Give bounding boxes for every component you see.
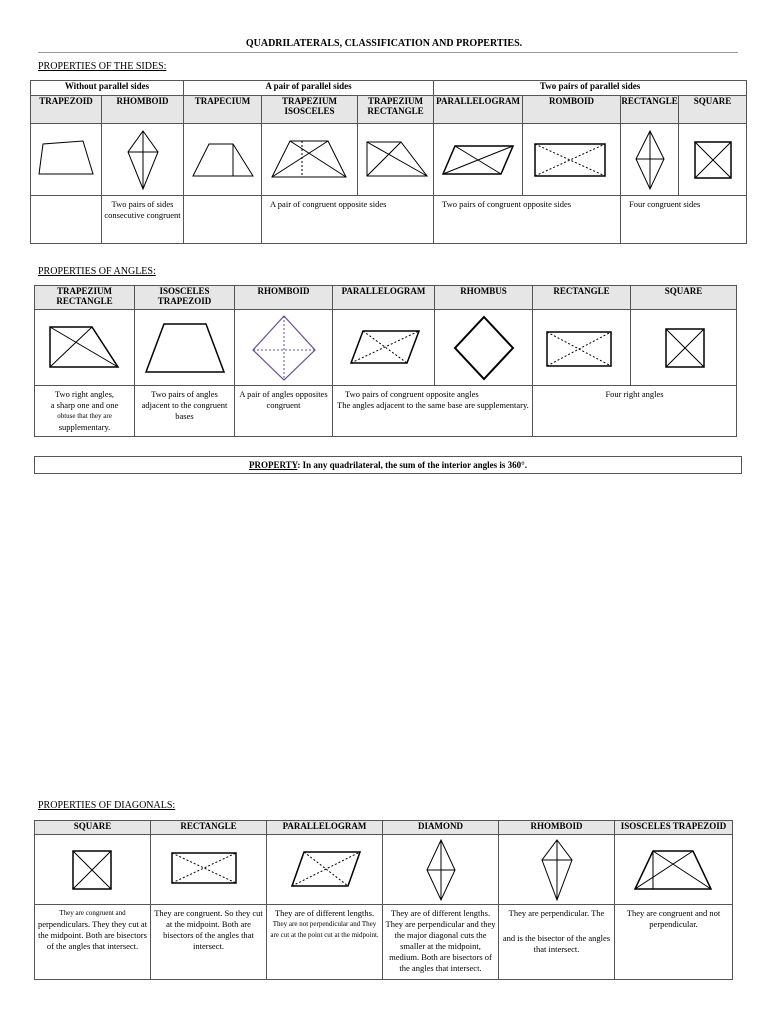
diag-isosceles-trapezoid-figure	[615, 835, 733, 905]
diag-col-diamond: DIAMOND	[383, 821, 499, 835]
angles-table	[34, 285, 737, 437]
diag-desc-1b: perpendiculars. They they cut at the midpoint. Both are bisectors of the angles that intersect.	[37, 919, 148, 951]
diag-desc-rectangle: They are congruent. So they cut at the midpoint. Both are bisectors of the angles that intersect.	[151, 905, 267, 980]
rhombus-square-desc: Four congruent sides	[621, 196, 747, 244]
title-rule	[38, 52, 738, 53]
ang-desc-trapezium-rectangle	[35, 386, 135, 437]
trapecium-desc	[184, 196, 262, 244]
romboid-rectangle-figure	[523, 124, 621, 196]
square-figure	[679, 124, 747, 196]
col-rectangle: RECTANGLE	[621, 96, 679, 124]
ang-rhombus-figure	[435, 310, 533, 386]
trapecium-figure	[184, 124, 262, 196]
ang-col-rectangle: RECTANGLE	[533, 286, 631, 310]
diag-col-square: SQUARE	[35, 821, 151, 835]
ang-col-parallelogram: PARALLELOGRAM	[333, 286, 435, 310]
diag-desc-4a: They are of different lengths.	[390, 908, 491, 918]
ang-isosceles-trapezoid-figure	[135, 310, 235, 386]
ang-col-isosceles-trapezoid: ISOSCELES TRAPEZOID	[135, 286, 235, 310]
group-two-parallel: Two pairs of parallel sides	[434, 81, 747, 96]
diag-col-isosceles-trapezoid: ISOSCELES TRAPEZOID	[615, 821, 733, 835]
diag-desc-5a: They are perpendicular. The	[508, 908, 605, 918]
parallelogram-figure	[434, 124, 523, 196]
ang-col-rhombus: RHOMBUS	[435, 286, 533, 310]
diag-desc-parallelogram	[267, 905, 383, 980]
diag-rhomboid-figure	[499, 835, 615, 905]
ang-desc-4a: Two pairs of congruent opposite angles	[345, 389, 479, 399]
diag-desc-square	[35, 905, 151, 980]
ang-trapezium-rectangle-figure	[35, 310, 135, 386]
ang-desc-4b: The angles adjacent to the same base are supplementary.	[337, 400, 529, 410]
ang-desc-rhomboid: A pair of angles opposites congruent	[235, 386, 333, 437]
col-trapezium-rectangle: TRAPEZIUM RECTANGLE	[358, 96, 434, 124]
rhombus-figure	[621, 124, 679, 196]
diag-col-rhomboid: RHOMBOID	[499, 821, 615, 835]
sides-table	[30, 80, 747, 244]
rhomboid-figure	[102, 124, 184, 196]
col-romboid: ROMBOID	[523, 96, 621, 124]
ang-desc-rectangle-square: Four right angles	[533, 386, 737, 437]
rhomboid-desc: Two pairs of sides consecutive congruent	[102, 196, 184, 244]
col-rhomboid: RHOMBOID	[102, 96, 184, 124]
diag-diamond-figure	[383, 835, 499, 905]
ang-desc-parallelogram-rhombus	[333, 386, 533, 437]
diag-desc-3a: They are of different lengths.	[274, 908, 375, 918]
diag-col-parallelogram: PARALLELOGRAM	[267, 821, 383, 835]
diag-desc-rhomboid	[499, 905, 615, 980]
isosceles-trapezium-figure	[262, 124, 358, 196]
ang-rhomboid-figure	[235, 310, 333, 386]
ang-parallelogram-figure	[333, 310, 435, 386]
diag-col-rectangle: RECTANGLE	[151, 821, 267, 835]
diag-desc-3b: They are not perpendicular and They are cut at the point cut at the midpoint.	[270, 920, 379, 939]
diag-rectangle-figure	[151, 835, 267, 905]
col-trapezoid: TRAPEZOID	[31, 96, 102, 124]
diag-desc-4b: They are perpendicular and they the major diagonal cuts the smaller at the midpoint, medium. Both are bisectors of the angles that intersect.	[385, 919, 496, 973]
property-label: PROPERTY	[248, 460, 298, 470]
ang-col-rhomboid: RHOMBOID	[235, 286, 333, 310]
diag-desc-5b: and is the bisector of the angles that intersect.	[502, 933, 611, 954]
property-text: : In any quadrilateral, the sum of the interior angles is 360°.	[297, 460, 528, 470]
diag-desc-isosceles-trapezoid: They are congruent and not perpendicular.	[615, 905, 733, 980]
group-one-parallel: A pair of parallel sides	[184, 81, 434, 96]
diag-square-figure	[35, 835, 151, 905]
col-parallelogram: PARALLELOGRAM	[434, 96, 523, 124]
ang-col-square: SQUARE	[631, 286, 737, 310]
angles-heading: PROPERTIES OF ANGLES:	[38, 266, 156, 277]
trapezoid-figure	[31, 124, 102, 196]
ang-desc-isosceles: Two pairs of angles adjacent to the congruent bases	[135, 386, 235, 437]
diagonals-heading: PROPERTIES OF DIAGONALS:	[38, 800, 176, 811]
ang-desc-1a: Two right angles,	[54, 389, 115, 399]
ang-desc-1b: a sharp one and one	[50, 400, 119, 410]
ang-desc-1c: obtuse that they are	[57, 412, 112, 420]
diag-desc-1a: They are congruent and	[59, 909, 126, 917]
trapezoid-desc	[31, 196, 102, 244]
trapezium-desc: A pair of congruent opposite sides	[262, 196, 434, 244]
group-no-parallel: Without parallel sides	[31, 81, 184, 96]
parallelogram-desc: Two pairs of congruent opposite sides	[434, 196, 621, 244]
ang-rectangle-figure	[533, 310, 631, 386]
col-square: SQUARE	[679, 96, 747, 124]
document-title: QUADRILATERALS, CLASSIFICATION AND PROPERTIES.	[245, 38, 523, 49]
ang-desc-1d: supplementary.	[58, 422, 111, 432]
ang-square-figure	[631, 310, 737, 386]
col-trapezium-isosceles: TRAPEZIUM ISOSCELES	[262, 96, 358, 124]
diagonals-table	[34, 820, 733, 980]
diag-parallelogram-figure	[267, 835, 383, 905]
ang-col-trapezium-rectangle: TRAPEZIUM RECTANGLE	[35, 286, 135, 310]
diag-desc-diamond	[383, 905, 499, 980]
sides-heading: PROPERTIES OF THE SIDES:	[38, 61, 167, 72]
rectangle-trapezium-figure	[358, 124, 434, 196]
property-box	[34, 456, 742, 474]
col-trapecium: TRAPECIUM	[184, 96, 262, 124]
